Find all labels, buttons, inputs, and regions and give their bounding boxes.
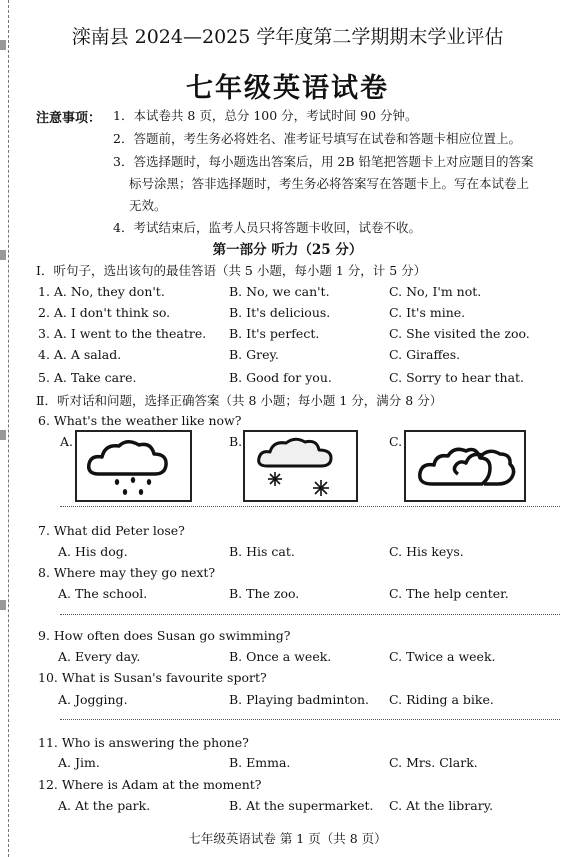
notice-item: 2．答题前，考生务必将姓名、准考证号填写在试卷和答题卡相应位置上。	[113, 131, 521, 146]
question-divider	[60, 506, 560, 507]
option-a: A. Jim.	[58, 755, 100, 770]
option-c: C. Giraffes.	[389, 347, 461, 362]
option-a: 1. A. No, they don't.	[38, 284, 165, 299]
notice-item: 无效。	[129, 198, 167, 213]
option-c: C. The help center.	[389, 586, 509, 601]
option-b: B. At the supermarket.	[229, 798, 374, 813]
question-6: 6. What's the weather like now?	[38, 413, 242, 428]
cloudy-icon	[406, 432, 524, 500]
picture-label-b: B.	[229, 434, 243, 449]
option-c: C. Sorry to hear that.	[389, 370, 525, 385]
option-a: A. Every day.	[58, 649, 141, 664]
option-a: 5. A. Take care.	[38, 370, 137, 385]
page-footer: 七年级英语试卷 第 1 页（共 8 页）	[188, 831, 387, 846]
option-c: C. Riding a bike.	[389, 692, 494, 707]
question-text: 9. How often does Susan go swimming?	[38, 628, 291, 643]
rain-cloud-icon	[77, 432, 190, 500]
question-divider	[60, 719, 560, 720]
option-b: B. The zoo.	[229, 586, 300, 601]
option-a: 4. A. A salad.	[38, 347, 122, 362]
option-b: B. It's delicious.	[229, 305, 331, 320]
option-b: B. Once a week.	[229, 649, 332, 664]
notice-item: 4．考试结束后，监考人员只将答题卡收回，试卷不收。	[113, 220, 421, 235]
option-c: C. Mrs. Clark.	[389, 755, 478, 770]
question-text: 7. What did Peter lose?	[38, 523, 185, 538]
picture-label-a: A.	[60, 434, 74, 449]
question-text: 10. What is Susan's favourite sport?	[38, 670, 267, 685]
option-b: B. Playing badminton.	[229, 692, 370, 707]
exam-subtitle: 七年级英语试卷	[186, 73, 389, 104]
option-b: B. No, we can't.	[229, 284, 330, 299]
picture-option-a	[75, 430, 192, 502]
notice-item: 1．本试卷共 8 页，总分 100 分，考试时间 90 分钟。	[113, 108, 418, 123]
option-c: C. She visited the zoo.	[389, 326, 530, 341]
option-a: A. The school.	[58, 586, 148, 601]
option-a: A. His dog.	[58, 544, 128, 559]
question-divider	[60, 614, 560, 615]
option-a: A. At the park.	[58, 798, 151, 813]
question-text: 11. Who is answering the phone?	[38, 735, 249, 750]
option-b: B. His cat.	[229, 544, 295, 559]
option-c: C. Twice a week.	[389, 649, 496, 664]
question-text: 12. Where is Adam at the moment?	[38, 777, 262, 792]
picture-label-c: C.	[389, 434, 403, 449]
option-c: C. No, I'm not.	[389, 284, 482, 299]
section-heading: Ⅱ．听对话和问题，选择正确答案（共 8 小题；每小题 1 分，满分 8 分）	[36, 393, 443, 408]
snow-cloud-icon	[245, 432, 356, 500]
notice-item: 3．答选择题时，每小题选出答案后，用 2B 铅笔把答题卡上对应题目的答案	[113, 154, 534, 169]
part-title: 第一部分 听力（25 分）	[212, 242, 363, 258]
notice-item: 标号涂黑；答非选择题时，考生务必将答案写在答题卡上。写在本试卷上	[129, 176, 530, 191]
option-b: B. It's perfect.	[229, 326, 320, 341]
option-b: B. Grey.	[229, 347, 279, 362]
question-text: 8. Where may they go next?	[38, 565, 216, 580]
picture-option-b	[243, 430, 358, 502]
section-heading: Ⅰ．听句子，选出该句的最佳答语（共 5 小题，每小题 1 分，计 5 分）	[36, 263, 427, 278]
binding-mark	[0, 430, 6, 440]
option-b: B. Good for you.	[229, 370, 332, 385]
option-a: 2. A. I don't think so.	[38, 305, 171, 320]
binding-mark	[0, 600, 6, 610]
option-c: C. His keys.	[389, 544, 464, 559]
notice-label: 注意事项：	[36, 111, 102, 126]
option-b: B. Emma.	[229, 755, 291, 770]
picture-option-c	[404, 430, 526, 502]
option-c: C. It's mine.	[389, 305, 466, 320]
option-a: A. Jogging.	[58, 692, 128, 707]
binding-line	[0, 0, 9, 857]
exam-title: 滦南县 2024—2025 学年度第二学期期末学业评估	[71, 26, 504, 48]
option-a: 3. A. I went to the theatre.	[38, 326, 207, 341]
option-c: C. At the library.	[389, 798, 494, 813]
